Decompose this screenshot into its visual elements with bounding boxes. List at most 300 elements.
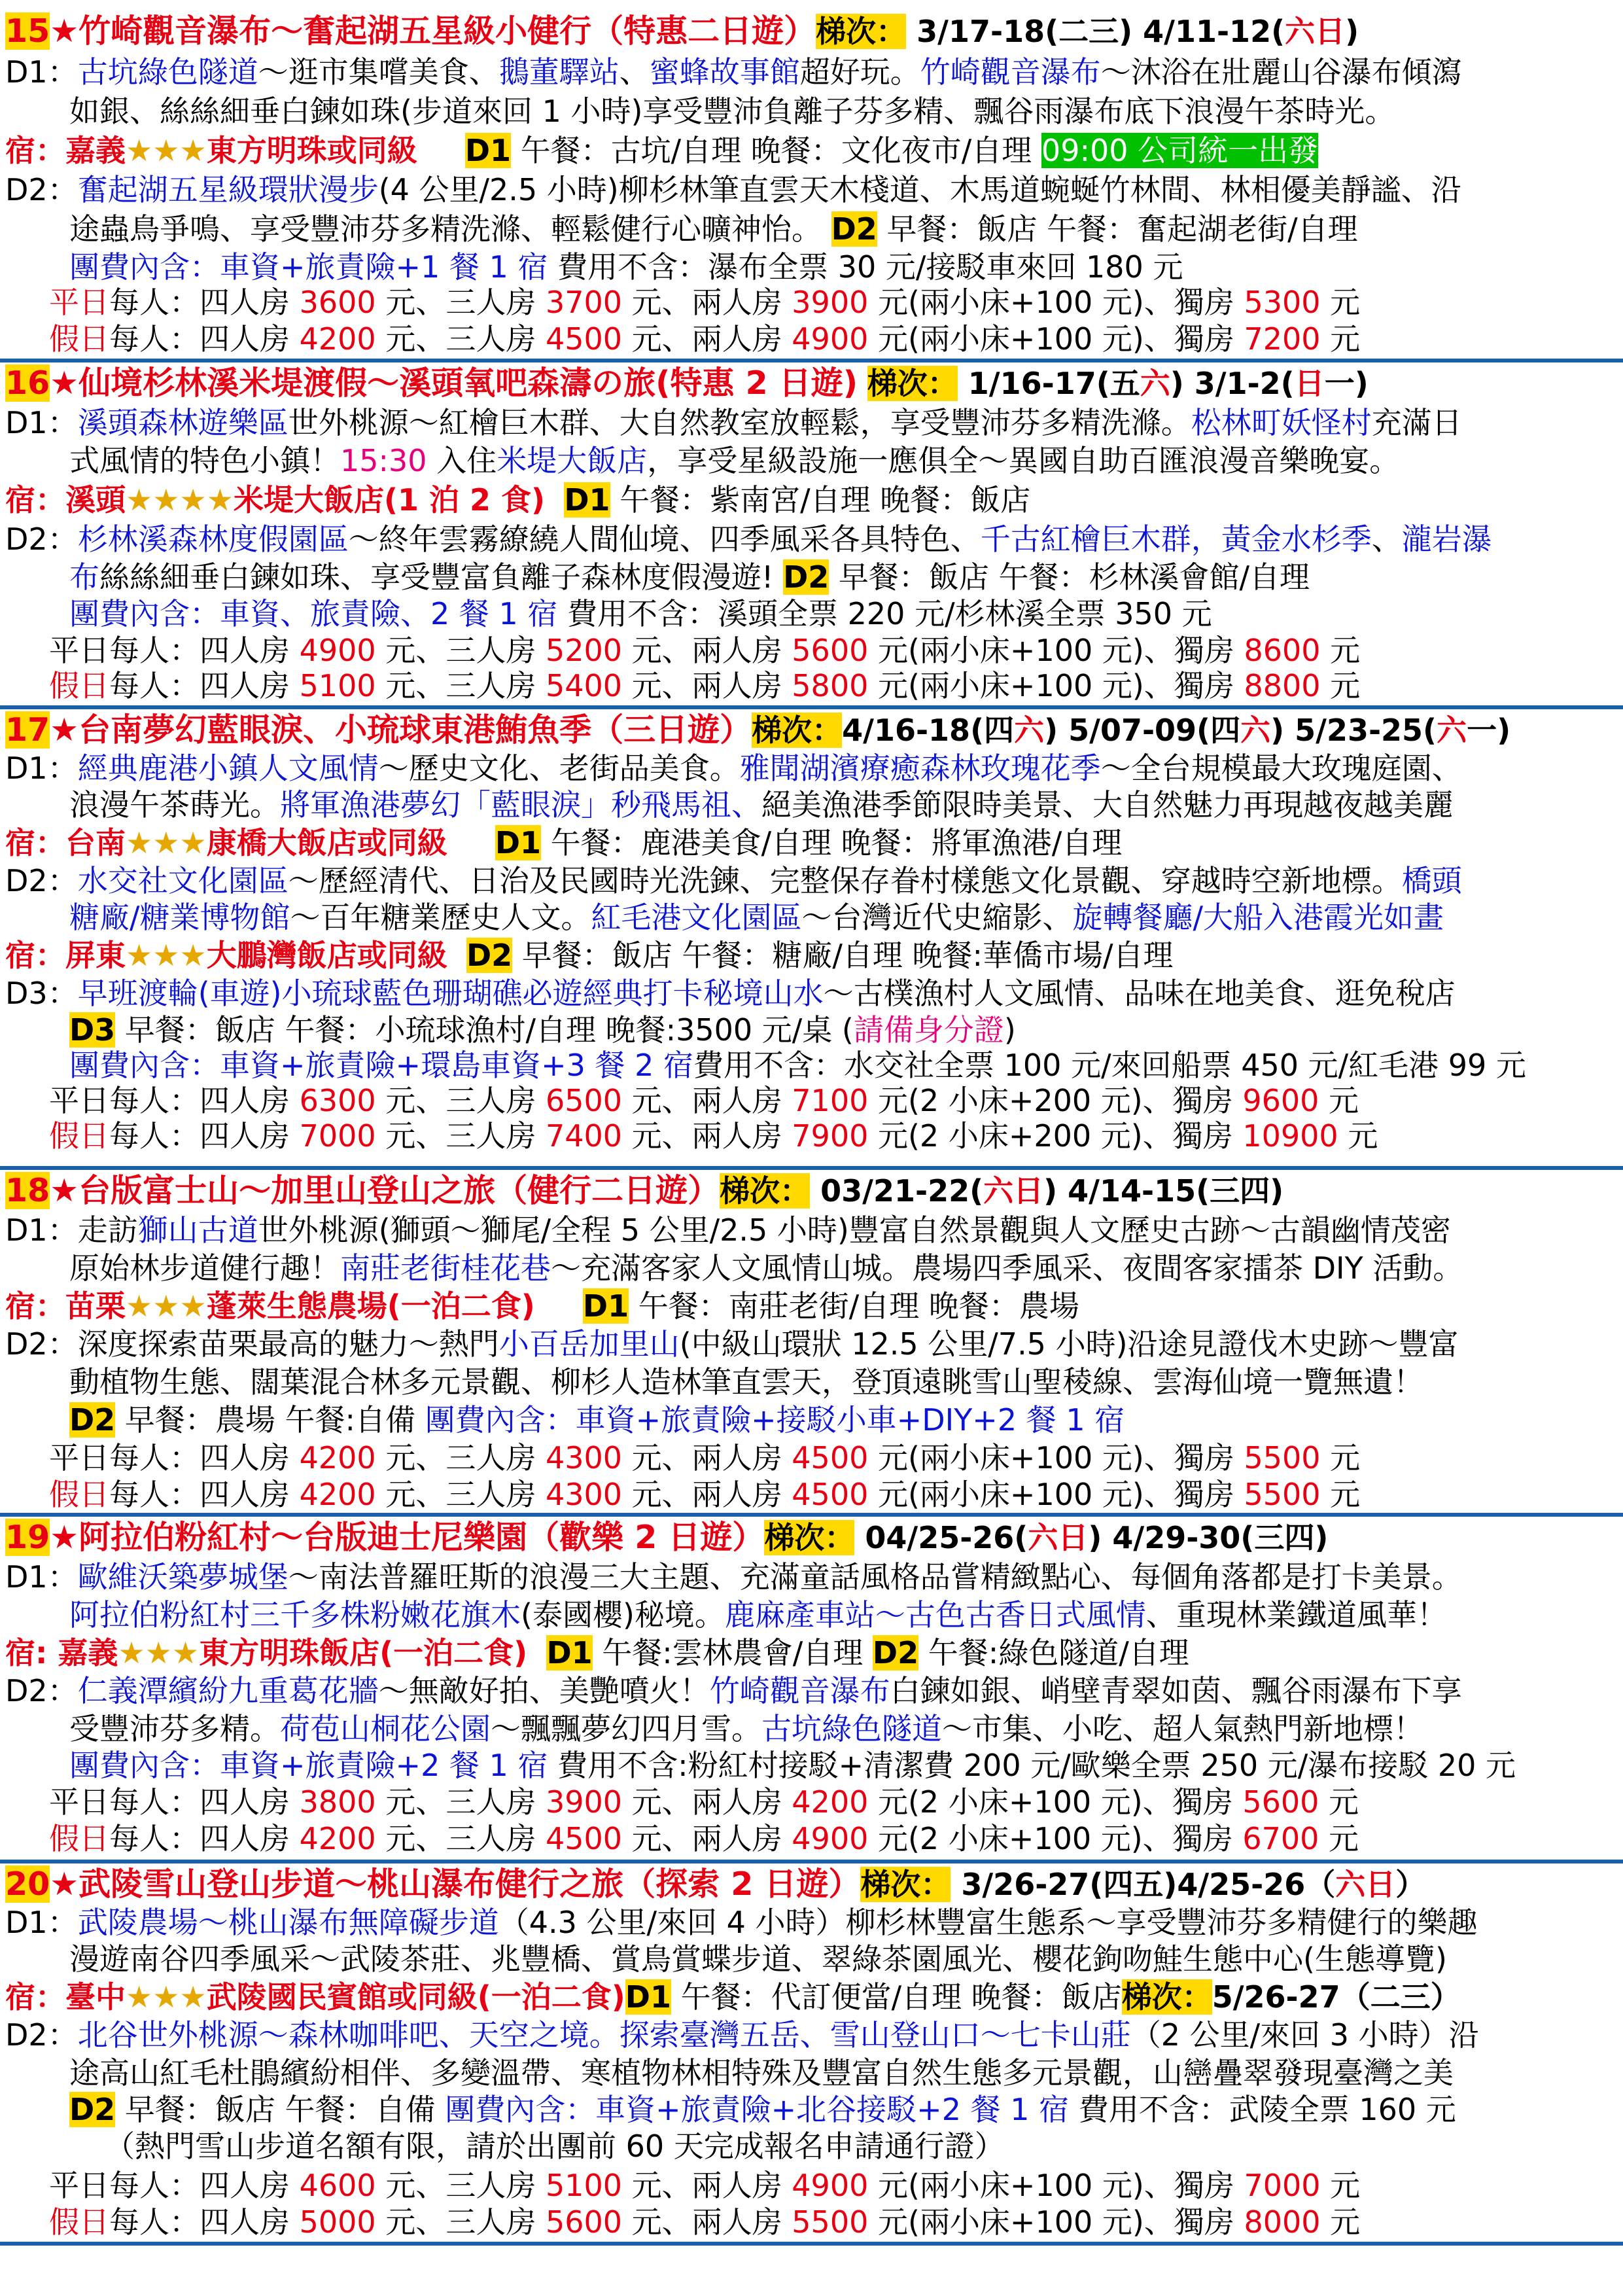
attraction: 南莊老街桂花巷 bbox=[340, 1250, 551, 1286]
price-text: 元 bbox=[868, 1083, 908, 1118]
price-text: 、獨房 bbox=[1142, 1083, 1243, 1118]
id-note: 請備身分證 bbox=[853, 1012, 1004, 1048]
price-text: 元、三人房 bbox=[375, 2168, 546, 2203]
desc: ～古樸漁村人文風情、品味在地美食、逛免稅店 bbox=[823, 976, 1456, 1011]
price-single: 7200 bbox=[1244, 321, 1321, 357]
schedule-dates-weekend: 六 bbox=[1140, 366, 1170, 401]
day2-line bbox=[5, 1326, 1459, 1362]
desc: 途蟲鳥爭鳴、享受豐沛芬多精洗滌、輕鬆健行心曠神怡。 bbox=[69, 211, 831, 247]
desc: ～無敵好拍、美艷噴火！ bbox=[378, 1673, 710, 1708]
bed-note: (2 小床+200 元) bbox=[907, 1083, 1143, 1118]
price-double: 7100 bbox=[792, 1083, 869, 1118]
hotel-name: 大鵬灣飯店或同級 bbox=[206, 938, 447, 973]
attraction: 小百岳加里山 bbox=[498, 1326, 680, 1362]
attraction: 武陵農場～桃山瀑布無障礙步道 bbox=[77, 1905, 499, 1940]
price-text: 元 bbox=[868, 1784, 908, 1820]
price-text: 每人：四人房 bbox=[109, 2168, 300, 2203]
desc: ～飄飄夢幻四月雪。 bbox=[491, 1711, 761, 1746]
stars: ★★★ bbox=[126, 938, 207, 973]
bed-note: (2 小床+200 元) bbox=[907, 1118, 1143, 1154]
schedule-label: 梯次： bbox=[720, 1173, 811, 1209]
meal-day-tag: D2 bbox=[69, 2092, 116, 2127]
meals: 早餐：飯店 午餐：糖廠/自理 晚餐:華僑市場/自理 bbox=[512, 938, 1174, 973]
price-single: 9600 bbox=[1242, 1083, 1319, 1118]
tour-header bbox=[5, 1173, 1283, 1209]
tour-number: 18 bbox=[5, 1172, 50, 1209]
day1-line bbox=[5, 1559, 1462, 1595]
price-text: 元、三人房 bbox=[375, 1083, 546, 1118]
price-text: 元 bbox=[868, 668, 908, 703]
price-quad: 4200 bbox=[299, 1821, 376, 1856]
attraction: 瀧岩瀑 bbox=[1401, 521, 1492, 557]
price-quad: 6300 bbox=[299, 1083, 376, 1118]
price-text: 元 bbox=[1320, 1440, 1361, 1475]
day-label: D1： bbox=[5, 1212, 78, 1248]
price-text: 、獨房 bbox=[1143, 1440, 1244, 1475]
meal-day-tag: D1 bbox=[564, 482, 610, 518]
price-text: 元 bbox=[868, 321, 908, 357]
price-text: 元 bbox=[868, 1477, 908, 1512]
attraction: 旋轉餐廳/大船入港霞光如畫 bbox=[1072, 900, 1444, 935]
desc: 走訪 bbox=[77, 1212, 138, 1248]
schedule-dates: 04/25-26( bbox=[854, 1520, 1028, 1555]
bed-note: (兩小床+100 元) bbox=[907, 285, 1144, 320]
bed-note: (兩小床+100 元) bbox=[907, 321, 1144, 357]
price-text: 元、兩人房 bbox=[622, 1440, 792, 1475]
price-triple: 3900 bbox=[545, 1784, 623, 1820]
schedule-dates: 3/17-18(二三) 4/11-12( bbox=[906, 14, 1285, 49]
price-text: 、獨房 bbox=[1142, 1118, 1243, 1154]
desc: 、 bbox=[1371, 521, 1402, 557]
price-single: 7000 bbox=[1244, 2168, 1321, 2203]
stay-line bbox=[5, 1979, 1461, 2015]
departure-badge: 09:00 公司統一出發 bbox=[1041, 133, 1319, 168]
day2-line bbox=[5, 521, 1492, 557]
desc: 受豐沛芬多精。 bbox=[69, 1711, 280, 1746]
day1-line bbox=[5, 1212, 1451, 1248]
hotel-name: 東方明珠或同級 bbox=[206, 133, 417, 168]
attraction: 紅毛港文化園區 bbox=[591, 900, 802, 935]
price-quad: 7000 bbox=[299, 1118, 376, 1154]
price-text: 元、三人房 bbox=[375, 1440, 546, 1475]
desc: ～逛市集嚐美食、 bbox=[258, 54, 499, 90]
meals: 午餐：代訂便當/自理 晚餐：飯店 bbox=[671, 1979, 1122, 2015]
meals: 午餐:雲林農會/自理 bbox=[592, 1635, 873, 1670]
tour-header bbox=[5, 365, 1369, 402]
stars: ★★★ bbox=[126, 1979, 207, 2015]
price-text: 元 bbox=[1319, 1821, 1359, 1856]
section-divider bbox=[0, 2242, 1623, 2246]
tour-title: ★竹崎觀音瀑布～奮起湖五星級小健行（特惠二日遊） bbox=[50, 12, 816, 50]
price-text: 每人：四人房 bbox=[109, 1118, 300, 1154]
day1-line2 bbox=[69, 442, 1399, 479]
price-text: 、獨房 bbox=[1143, 321, 1244, 357]
desc: ～充滿客家人文風情山城。農場四季風采、夜間客家擂茶 DIY 活動。 bbox=[551, 1250, 1463, 1286]
stay-label: 宿: 嘉義 bbox=[5, 1635, 118, 1670]
schedule-label: 梯次： bbox=[816, 14, 907, 49]
price-text: 元、三人房 bbox=[375, 321, 546, 357]
price-text: 每人：四人房 bbox=[109, 1784, 300, 1820]
price-quad: 4200 bbox=[299, 1477, 376, 1512]
tour-number: 20 bbox=[5, 1865, 50, 1903]
price-text: 元 bbox=[868, 1821, 908, 1856]
price-text: 元 bbox=[1320, 668, 1361, 703]
price-triple: 5400 bbox=[545, 668, 623, 703]
tour-title: ★台南夢幻藍眼淚、小琉球東港鮪魚季（三日遊） bbox=[50, 711, 752, 749]
desc: 超好玩。 bbox=[799, 54, 920, 90]
schedule-dates-end: ） bbox=[1395, 1867, 1426, 1902]
price-double: 4900 bbox=[792, 321, 869, 357]
bed-note: (兩小床+100 元) bbox=[907, 668, 1144, 703]
price-single: 5500 bbox=[1244, 1440, 1321, 1475]
schedule-dates: ) 4/29-30(三四) bbox=[1088, 1520, 1329, 1555]
price-double: 5500 bbox=[792, 2204, 869, 2240]
attraction: 奮起湖五星級環狀漫步 bbox=[77, 172, 379, 207]
fee-excluded: 費用不含:粉紅村接駁+清潔費 200 元/歐樂全票 250 元/瀑布接駁 20 元 bbox=[548, 1748, 1516, 1783]
holiday-label: 假日 bbox=[49, 1821, 109, 1856]
price-text: 元、兩人房 bbox=[622, 633, 792, 668]
attraction: 仁義潭繽紛九重葛花牆 bbox=[77, 1673, 379, 1708]
price-triple: 6500 bbox=[545, 1083, 623, 1118]
weekday-label: 平日 bbox=[49, 1784, 109, 1820]
price-text: 每人：四人房 bbox=[109, 1440, 300, 1475]
desc: (4 公里/2.5 小時)柳杉林筆直雲天木棧道、木馬道蜿蜒竹林間、林相優美靜謐、沿 bbox=[378, 172, 1461, 207]
stay-line bbox=[5, 132, 1318, 169]
desc: 白鍊如銀、峭壁青翠如茵、飄谷雨瀑布下享 bbox=[890, 1673, 1462, 1708]
price-text: 元、三人房 bbox=[375, 633, 546, 668]
attraction: 雅聞湖濱療癒森林玫瑰花季 bbox=[739, 751, 1101, 786]
holiday-price-row bbox=[49, 1118, 1378, 1154]
price-text: 、獨房 bbox=[1143, 285, 1244, 320]
weekday-label: 平日 bbox=[49, 2168, 109, 2203]
meal-day-tag: D2 bbox=[831, 211, 877, 247]
price-text: 元、三人房 bbox=[375, 2204, 546, 2240]
price-single: 10900 bbox=[1242, 1118, 1338, 1154]
attraction: 將軍漁港夢幻「藍眼淚」秒飛馬祖、 bbox=[280, 787, 761, 822]
fee-line bbox=[69, 1747, 1516, 1784]
section-divider bbox=[0, 1860, 1623, 1863]
price-double: 4500 bbox=[792, 1477, 869, 1512]
attraction: 北谷世外桃源～森林咖啡吧、天空之境。探索臺灣五岳、雪山登山口～七卡山莊 bbox=[77, 2017, 1131, 2053]
meals: 午餐：古坑/自理 晚餐：文化夜市/自理 bbox=[511, 133, 1041, 168]
fee-line bbox=[69, 249, 1183, 285]
price-quad: 4200 bbox=[299, 1440, 376, 1475]
day-label: D1： bbox=[5, 1905, 78, 1940]
weekday-price-row bbox=[49, 1784, 1359, 1820]
checkin-time: 15:30 bbox=[340, 443, 427, 478]
holiday-price-row bbox=[49, 2204, 1360, 2240]
attraction: 竹崎觀音瀑布 bbox=[709, 1673, 890, 1708]
fee-line bbox=[69, 1047, 1526, 1084]
stay-line bbox=[5, 1634, 1189, 1671]
fee-included: 團費內含：車資+旅責險+環島車資+3 餐 2 宿 bbox=[69, 1048, 694, 1083]
meal-day-tag: D1 bbox=[582, 1288, 629, 1324]
meals: 午餐：南莊老街/自理 晚餐：農場 bbox=[629, 1288, 1079, 1324]
section-divider bbox=[0, 359, 1623, 362]
price-single: 8800 bbox=[1244, 668, 1321, 703]
price-double: 7900 bbox=[792, 1118, 869, 1154]
price-text: 每人：四人房 bbox=[109, 1477, 300, 1512]
schedule-dates: ) 5/23-25( bbox=[1270, 713, 1437, 748]
day2-line bbox=[5, 2017, 1479, 2053]
price-text: 每人：四人房 bbox=[109, 285, 300, 320]
price-text: 元 bbox=[868, 633, 908, 668]
schedule-dates: 4/16-18(四 bbox=[842, 713, 1015, 748]
weekday-price-row bbox=[49, 284, 1360, 321]
day1-line2 bbox=[69, 1597, 1447, 1633]
price-text: 元、三人房 bbox=[375, 1118, 546, 1154]
price-quad: 4200 bbox=[299, 321, 376, 357]
weekday-price-row bbox=[49, 1439, 1360, 1476]
price-double: 5600 bbox=[792, 633, 869, 668]
bed-note: (兩小床+100 元) bbox=[907, 2168, 1144, 2203]
price-text: 元 bbox=[1320, 2168, 1361, 2203]
day3-meals-line bbox=[69, 1012, 1016, 1048]
attraction: 米堤大飯店 bbox=[497, 443, 648, 478]
tour-number: 16 bbox=[5, 364, 50, 402]
desc: 深度探索苗栗最高的魅力～熱門 bbox=[77, 1326, 499, 1362]
hotel-name: 武陵國民賓館或同級(一泊二食) bbox=[206, 1979, 625, 2015]
holiday-label: 假日 bbox=[49, 2204, 109, 2240]
price-text: 元、三人房 bbox=[375, 285, 546, 320]
price-text: 元、三人房 bbox=[375, 1821, 546, 1856]
day-label: D3： bbox=[5, 976, 78, 1011]
schedule-dates: ) 3/1-2( bbox=[1170, 366, 1295, 401]
schedule-label: 梯次： bbox=[867, 366, 958, 401]
stay-label: 宿：嘉義 bbox=[5, 133, 126, 168]
price-text: 元 bbox=[1319, 1083, 1359, 1118]
price-quad: 3600 bbox=[299, 285, 376, 320]
price-text: 、獨房 bbox=[1143, 2168, 1244, 2203]
tour-header bbox=[5, 1519, 1328, 1556]
day2-line2: 動植物生態、闊葉混合林多元景觀、柳杉人造林筆直雲天，登頂遠眺雪山聖稜線、雲海仙境一覽無遺！ bbox=[69, 1364, 1423, 1400]
schedule-dates-weekend: 六 bbox=[1014, 713, 1045, 748]
stars: ★★★ bbox=[126, 825, 207, 860]
price-triple: 3700 bbox=[545, 285, 623, 320]
price-text: 元 bbox=[1319, 1784, 1359, 1820]
fee-excluded: 費用不含：瀑布全票 30 元/接駁車來回 180 元 bbox=[548, 249, 1183, 285]
schedule-dates-end: 一) bbox=[1467, 713, 1511, 748]
holiday-price-row bbox=[49, 321, 1360, 357]
bed-note: (兩小床+100 元) bbox=[907, 633, 1144, 668]
meals: 早餐：飯店 午餐：自備 bbox=[115, 2092, 445, 2127]
desc: ～歷史文化、老街品美食。 bbox=[378, 751, 740, 786]
section-divider bbox=[0, 1513, 1623, 1517]
day1-line2: 如銀、絲絲細垂白鍊如珠(步道來回 1 小時)享受豐沛負離子芬多精、飄谷雨瀑布底下浪漫午茶時光。 bbox=[69, 94, 1395, 129]
price-text: 元 bbox=[868, 1440, 908, 1475]
desc: 世外桃源(獅頭～獅尾/全程 5 公里/2.5 小時)豐富自然景觀與人文歷史古跡～古韻幽情茂密 bbox=[258, 1212, 1451, 1248]
permit-note: （熱門雪山步道名額有限，請於出團前 60 天完成報名申請通行證） bbox=[105, 2128, 1005, 2164]
schedule-dates: 5/26-27（二三） bbox=[1212, 1979, 1461, 2015]
meals: 早餐：農場 午餐:自備 bbox=[115, 1402, 425, 1438]
price-double: 4200 bbox=[792, 1784, 869, 1820]
weekday-price-row bbox=[49, 632, 1360, 669]
stay-label: 宿：苗栗 bbox=[5, 1288, 126, 1324]
weekday-label: 平日 bbox=[49, 1083, 109, 1118]
price-text: 、獨房 bbox=[1143, 668, 1244, 703]
desc: 原始林步道健行趣！ bbox=[69, 1250, 340, 1286]
day1-line bbox=[5, 750, 1462, 786]
schedule-dates-weekend: 六 bbox=[1437, 713, 1467, 748]
fee-included: 團費內含：車資+旅責險+1 餐 1 宿 bbox=[69, 249, 548, 285]
desc: 絲絲細垂白鍊如珠、享受豐富負離子森林度假漫遊! bbox=[99, 559, 784, 595]
desc: ～全台規模最大玫瑰庭園、 bbox=[1100, 751, 1462, 786]
desc: 入住 bbox=[427, 443, 497, 478]
tour-number: 15 bbox=[5, 12, 50, 50]
attraction: 古坑綠色隧道 bbox=[77, 54, 258, 90]
price-triple: 4500 bbox=[545, 321, 623, 357]
day3-line bbox=[5, 975, 1456, 1012]
day2-meals-line bbox=[69, 2091, 1456, 2128]
meals: 早餐：飯店 午餐：小琉球漁村/自理 晚餐:3500 元/桌 ( bbox=[115, 1012, 854, 1048]
attraction: 水交社文化園區 bbox=[77, 863, 288, 898]
price-text: 元、三人房 bbox=[375, 1784, 546, 1820]
bed-note: (兩小床+100 元) bbox=[907, 1440, 1144, 1475]
weekday-price-row bbox=[49, 1082, 1359, 1119]
meal-day-tag: D2 bbox=[69, 1402, 116, 1438]
day-label: D2： bbox=[5, 521, 78, 557]
holiday-label: 假日 bbox=[49, 1118, 109, 1154]
attraction: 蜜蜂故事館 bbox=[649, 54, 800, 90]
price-text: 、獨房 bbox=[1142, 1784, 1243, 1820]
schedule-dates-end: ) bbox=[1345, 14, 1359, 49]
attraction: 布 bbox=[69, 559, 99, 595]
schedule-dates: ) 4/14-15(三四) bbox=[1043, 1173, 1284, 1209]
attraction: 早班渡輪(車遊)小琉球藍色珊瑚礁必遊經典打卡秘境山水 bbox=[77, 976, 824, 1011]
attraction: 杉林溪森林度假園區 bbox=[77, 521, 349, 557]
desc: 浪漫午茶蒔光。 bbox=[69, 787, 280, 822]
desc: ，享受星級設施一應俱全～異國自助百匯浪漫音樂晚宴。 bbox=[647, 443, 1400, 478]
day-label: D2： bbox=[5, 1673, 78, 1708]
price-text: 元 bbox=[1320, 285, 1361, 320]
meal-day-tag: D1 bbox=[546, 1635, 593, 1670]
price-triple: 4300 bbox=[545, 1477, 623, 1512]
hotel-name: 康橋大飯店或同級 bbox=[206, 825, 447, 860]
stay-label: 宿：溪頭 bbox=[5, 482, 126, 518]
price-text: 元、兩人房 bbox=[622, 1784, 792, 1820]
day-label: D2： bbox=[5, 1326, 78, 1362]
price-text: 、獨房 bbox=[1143, 633, 1244, 668]
price-text: 元 bbox=[868, 285, 908, 320]
price-triple: 5600 bbox=[545, 2204, 623, 2240]
fee-excluded: 費用不含：溪頭全票 220 元/杉林溪全票 350 元 bbox=[557, 596, 1212, 631]
attraction: 溪頭森林遊樂區 bbox=[77, 405, 288, 440]
hotel-name: 東方明珠飯店(一泊二食) bbox=[199, 1635, 528, 1670]
price-triple: 5200 bbox=[545, 633, 623, 668]
desc: ～百年糖業歷史人文。 bbox=[290, 900, 591, 935]
schedule-dates-weekend: 六日 bbox=[1335, 1867, 1396, 1902]
stay-line bbox=[5, 1288, 1079, 1324]
price-text: 每人：四人房 bbox=[109, 668, 300, 703]
stay-line bbox=[5, 482, 1030, 518]
attraction: 竹崎觀音瀑布 bbox=[920, 54, 1101, 90]
stay2-line bbox=[5, 937, 1174, 974]
attraction: 糖廠/糖業博物館 bbox=[69, 900, 290, 935]
day-label: D1： bbox=[5, 1559, 78, 1595]
desc: ～南法普羅旺斯的浪漫三大主題、充滿童話風格品嘗精緻點心、每個角落都是打卡美景。 bbox=[288, 1559, 1462, 1595]
attraction: 古坑綠色隧道 bbox=[761, 1711, 942, 1746]
tour-header bbox=[5, 712, 1510, 749]
price-text: 元 bbox=[868, 2204, 908, 2240]
meal-day-tag: D2 bbox=[466, 938, 513, 973]
price-text: 元、三人房 bbox=[375, 668, 546, 703]
day2-line2 bbox=[69, 559, 1310, 595]
price-text: 元、兩人房 bbox=[622, 1118, 792, 1154]
stars: ★★★★ bbox=[126, 482, 234, 518]
fee-excluded: 費用不含：水交社全票 100 元/來回船票 450 元/紅毛港 99 元 bbox=[693, 1048, 1526, 1083]
day-label: D1： bbox=[5, 751, 78, 786]
price-text: 元、兩人房 bbox=[622, 668, 792, 703]
tour-header bbox=[5, 1866, 1425, 1903]
weekday-label: 平日 bbox=[49, 285, 109, 320]
price-triple: 4500 bbox=[545, 1821, 623, 1856]
price-quad: 4600 bbox=[299, 2168, 376, 2203]
tour-title: ★台版富士山～加里山登山之旅（健行二日遊） bbox=[50, 1172, 720, 1209]
bed-note: (兩小床+100 元) bbox=[907, 1477, 1144, 1512]
schedule-label: 梯次： bbox=[752, 713, 843, 748]
schedule-label: 梯次： bbox=[764, 1520, 855, 1555]
day1-line2 bbox=[69, 1250, 1463, 1286]
fee-included: 團費內含：車資+旅責險+2 餐 1 宿 bbox=[69, 1748, 548, 1783]
stars: ★★★ bbox=[126, 1288, 207, 1324]
price-quad: 5000 bbox=[299, 2204, 376, 2240]
attraction: 歐維沃築夢城堡 bbox=[77, 1559, 288, 1595]
meal-day-tag: D3 bbox=[69, 1012, 116, 1048]
desc: 式風情的特色小鎮！ bbox=[69, 443, 340, 478]
price-text: 元 bbox=[1338, 1118, 1378, 1154]
holiday-price-row bbox=[49, 667, 1360, 704]
price-single: 5500 bbox=[1244, 1477, 1321, 1512]
desc: 世外桃源～紅檜巨木群、大自然教室放輕鬆，享受豐沛芬多精洗滌。 bbox=[288, 405, 1191, 440]
price-text: 元、兩人房 bbox=[622, 285, 792, 320]
price-double: 4500 bbox=[792, 1440, 869, 1475]
schedule-label: 梯次： bbox=[1121, 1979, 1212, 2015]
price-text: 元 bbox=[1320, 633, 1361, 668]
stars: ★★★ bbox=[126, 133, 207, 168]
section-divider bbox=[0, 705, 1623, 709]
meal-day-tag: D1 bbox=[495, 825, 542, 860]
price-text: 元 bbox=[1320, 2204, 1361, 2240]
price-single: 5300 bbox=[1244, 285, 1321, 320]
attraction: 鵝董驛站 bbox=[498, 54, 620, 90]
day2-line bbox=[5, 171, 1461, 208]
price-double: 3900 bbox=[792, 285, 869, 320]
price-quad: 3800 bbox=[299, 1784, 376, 1820]
desc: ～終年雲霧繚繞人間仙境、四季風采各具特色、 bbox=[348, 521, 981, 557]
desc: ～歷經清代、日治及民國時光洗鍊、完整保存眷村樣態文化景觀、穿越時空新地標。 bbox=[288, 863, 1402, 898]
price-text: 元、兩人房 bbox=[622, 321, 792, 357]
day1-line2 bbox=[69, 786, 1454, 823]
price-text: 元、兩人房 bbox=[622, 2204, 792, 2240]
desc: ) bbox=[1003, 1012, 1016, 1048]
price-text: 每人：四人房 bbox=[109, 633, 300, 668]
meal-day-tag: D2 bbox=[872, 1635, 919, 1670]
day-label: D1： bbox=[5, 54, 78, 90]
day1-line bbox=[5, 404, 1462, 441]
holiday-label: 假日 bbox=[49, 668, 109, 703]
desc: （2 公里/來回 3 小時）沿 bbox=[1130, 2017, 1479, 2053]
tour-number: 19 bbox=[5, 1519, 50, 1556]
schedule-dates-weekend: 六日 bbox=[1028, 1520, 1089, 1555]
tour-number: 17 bbox=[5, 711, 50, 749]
price-triple: 5100 bbox=[545, 2168, 623, 2203]
fee-line bbox=[69, 595, 1212, 632]
price-single: 5600 bbox=[1242, 1784, 1319, 1820]
day1-line2: 漫遊南谷四季風采～武陵茶莊、兆豐橋、賞鳥賞蝶步道、翠綠茶園風光、櫻花鉤吻鮭生態中心(生態導覽) bbox=[69, 1941, 1447, 1977]
schedule-label: 梯次： bbox=[860, 1867, 951, 1902]
desc: （4.3 公里/來回 4 小時）柳杉林豐富生態系～享受豐沛芬多精健行的樂趣 bbox=[498, 1905, 1478, 1940]
stay-label: 宿：台南 bbox=[5, 825, 126, 860]
